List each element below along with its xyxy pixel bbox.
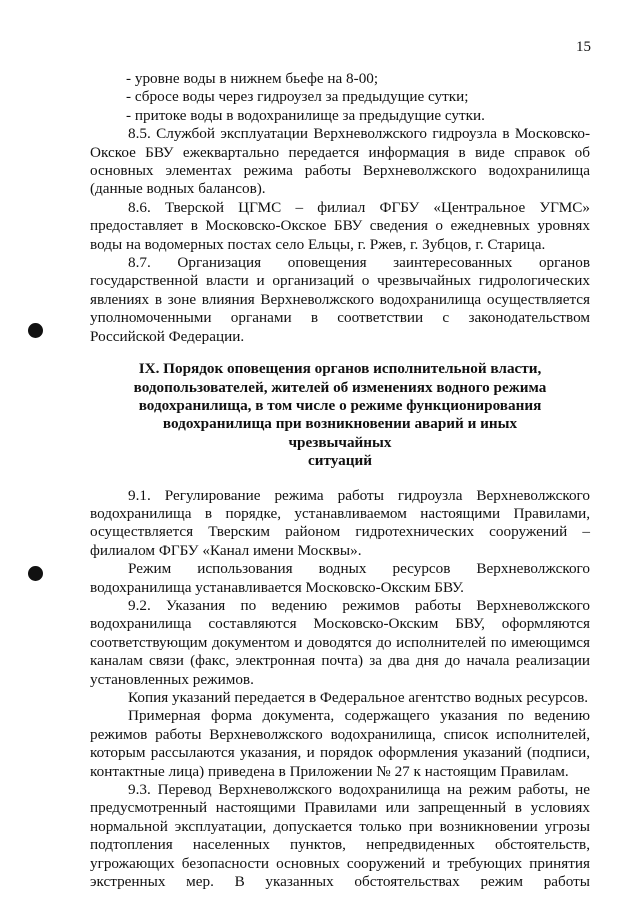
- section-title-line: ситуаций: [308, 452, 372, 470]
- punch-hole-mark: [28, 566, 43, 581]
- section-title-line: водопользователей, жителей об изменениях водного режима: [133, 378, 547, 396]
- paragraph: 9.2. Указания по ведению режимов работы Верхневолжского водохранилища составляются Московско-Окским БВУ, оформляются соответствующим документом и доводятся до исполнителей по имеющимся каналам связи (факс, электронная почта) за два дня до начала реализации установленных режимов.: [90, 596, 590, 688]
- paragraph: 8.6. Тверской ЦГМС – филиал ФГБУ «Центральное УГМС» предоставляет в Московско-Окское БВУ сведения о ежедневных уровнях воды на водомерных постах село Ельцы, г. Ржев, г. Зубцов, г. Старица.: [90, 198, 590, 253]
- paragraph: Режим использования водных ресурсов Верхневолжского водохранилища устанавливается Московско-Окским БВУ.: [90, 560, 590, 596]
- paragraph: 8.5. Службой эксплуатации Верхневолжского гидроузла в Московско-Окское БВУ ежеквартально передается информация в виде справок об основных элементах режима работы Верхневолжского водохранилища (данные водных балансов).: [90, 125, 590, 198]
- paragraph: 8.7. Организация оповещения заинтересованных органов государственной власти и организаций о чрезвычайных гидрологических явлениях в зоне влияния Верхневолжского водохранилища осуществляется уполномоченными органами в соответствии с законодательством Российской Федерации.: [90, 254, 590, 345]
- section-title-line: водохранилища при возникновении аварий и иных чрезвычайных: [162, 415, 518, 451]
- paragraph: - уровне воды в нижнем бьефе на 8-00;: [126, 70, 379, 87]
- punch-hole-mark: [28, 323, 43, 338]
- section-title-line: IX. Порядок оповещения органов исполнительной власти,: [138, 360, 542, 378]
- paragraphs-before-section: [90, 70, 590, 346]
- document-body: [90, 70, 590, 891]
- paragraphs-after-section: [90, 487, 590, 892]
- paragraph: Примерная форма документа, содержащего указания по ведению режимов работы Верхневолжского водохранилища, список исполнителей, которым рассылаются указания, и порядок оформления указаний (подписи, контактные лица) приведена в Приложении № 27 к настоящим Правилам.: [90, 707, 590, 780]
- section-title-line: водохранилища, в том числе о режиме функционирования: [138, 396, 542, 414]
- section-title: [90, 360, 590, 470]
- page-number: 15: [576, 39, 591, 55]
- paragraph: - притоке воды в водохранилище за предыдущие сутки.: [126, 106, 485, 124]
- paragraph: 9.3. Перевод Верхневолжского водохранилища на режим работы, не предусмотренный настоящими Правилами или запрещенный в условиях нормальной эксплуатации, допускается только при возникновении угрозы подтопления населенных пунктов, непредвиденных обстоятельств, угрожающих безопасности основных сооружений и требующих принятия экстренных мер. В указанных обстоятельствах режим работы: [90, 781, 590, 891]
- paragraph: Копия указаний передается в Федеральное агентство водных ресурсов.: [128, 689, 589, 706]
- paragraph: 9.1. Регулирование режима работы гидроузла Верхневолжского водохранилища в порядке, устанавливаемом настоящими Правилами, осуществляется Тверским районом гидротехнических сооружений – филиалом ФГБУ «Канал имени Москвы».: [90, 486, 590, 559]
- paragraph: - сбросе воды через гидроузел за предыдущие сутки;: [126, 88, 469, 106]
